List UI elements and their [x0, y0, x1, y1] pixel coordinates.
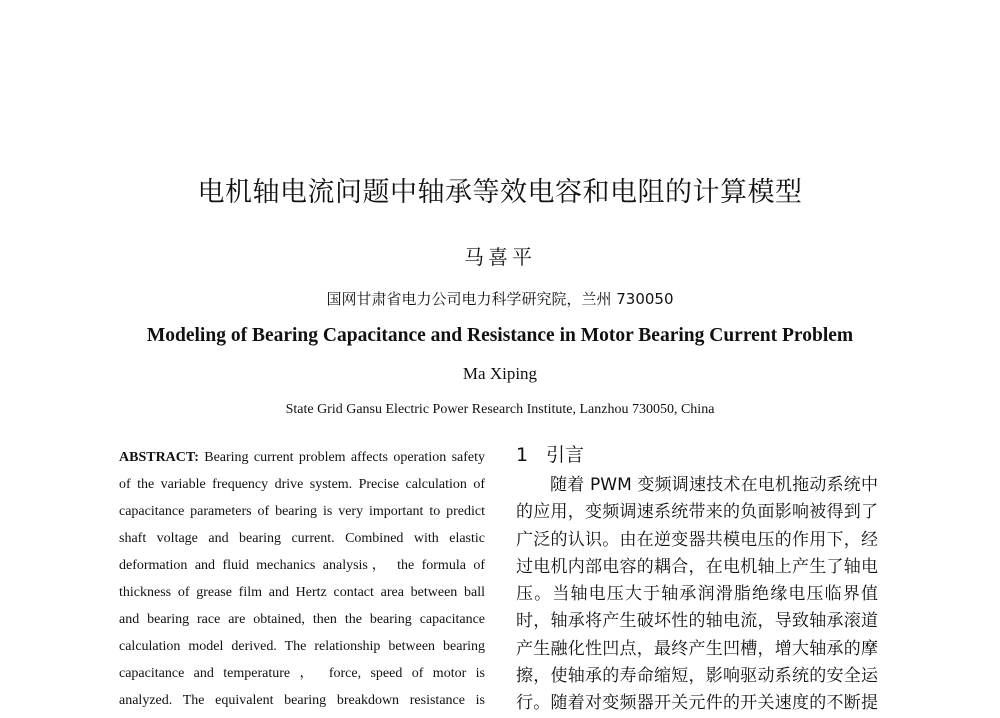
abstract-line: deformation and fluid mechanics analysis， the formula of: [119, 558, 485, 573]
abstract-label: ABSTRACT:: [119, 450, 199, 465]
abstract-line: analyzed. The equivalent bearing breakdown resistance is: [119, 693, 485, 708]
abstract-line-text: Bearing current problem affects operation safety: [204, 450, 485, 465]
body-line: 广泛的认识。由在逆变器共模电压的作用下，经: [516, 529, 878, 550]
section-number: 1: [516, 444, 529, 466]
body-line: 产生融化性凹点，最终产生凹槽，增大轴承的摩: [516, 638, 878, 659]
section-heading: [516, 440, 584, 467]
abstract-line: thickness of grease film and Hertz contact area between ball: [119, 585, 485, 600]
title-chinese: 电机轴电流问题中轴承等效电容和电阻的计算模型: [197, 177, 803, 208]
abstract: [119, 444, 485, 714]
abstract-line: capacitance and temperature ， force, speed of motor is: [119, 666, 485, 681]
body-text: [516, 472, 878, 718]
author-english: Ma Xiping: [462, 364, 538, 383]
body-line: 随着 PWM 变频调速技术在电机拖动系统中: [550, 475, 878, 495]
affiliation-english: State Grid Gansu Electric Power Research Institute, Lanzhou 730050, China: [285, 402, 715, 417]
abstract-line: capacitance parameters of bearing is very important to predict: [119, 504, 485, 519]
body-line: 压。当轴电压大于轴承润滑脂绝缘电压临界值: [516, 584, 878, 605]
abstract-line: [119, 444, 485, 471]
abstract-line: calculation model derived. The relationship between bearing: [119, 639, 485, 654]
author-chinese: 马喜平: [464, 245, 536, 269]
abstract-line: and bearing race are obtained, then the bearing capacitance: [119, 612, 485, 627]
abstract-line: of the variable frequency drive system. Precise calculation of: [119, 477, 485, 492]
body-line: 时，轴承将产生破坏性的轴电流，导致轴承滚道: [516, 611, 878, 632]
body-line: 行。随着对变频器开关元件的开关速度的不断提: [516, 693, 878, 714]
affiliation-chinese: 国网甘肃省电力公司电力科学研究院，兰州 730050: [326, 290, 674, 308]
body-line: 擦，使轴承的寿命缩短，影响驱动系统的安全运: [516, 666, 878, 687]
body-line: 过电机内部电容的耦合，在电机轴上产生了轴电: [516, 556, 878, 577]
body-line: 的应用，变频调速系统带来的负面影响被得到了: [516, 502, 878, 523]
section-title: 引言: [546, 444, 585, 466]
abstract-line: shaft voltage and bearing current. Combined with elastic: [119, 531, 485, 546]
title-english: Modeling of Bearing Capacitance and Resistance in Motor Bearing Current Problem: [146, 325, 854, 346]
